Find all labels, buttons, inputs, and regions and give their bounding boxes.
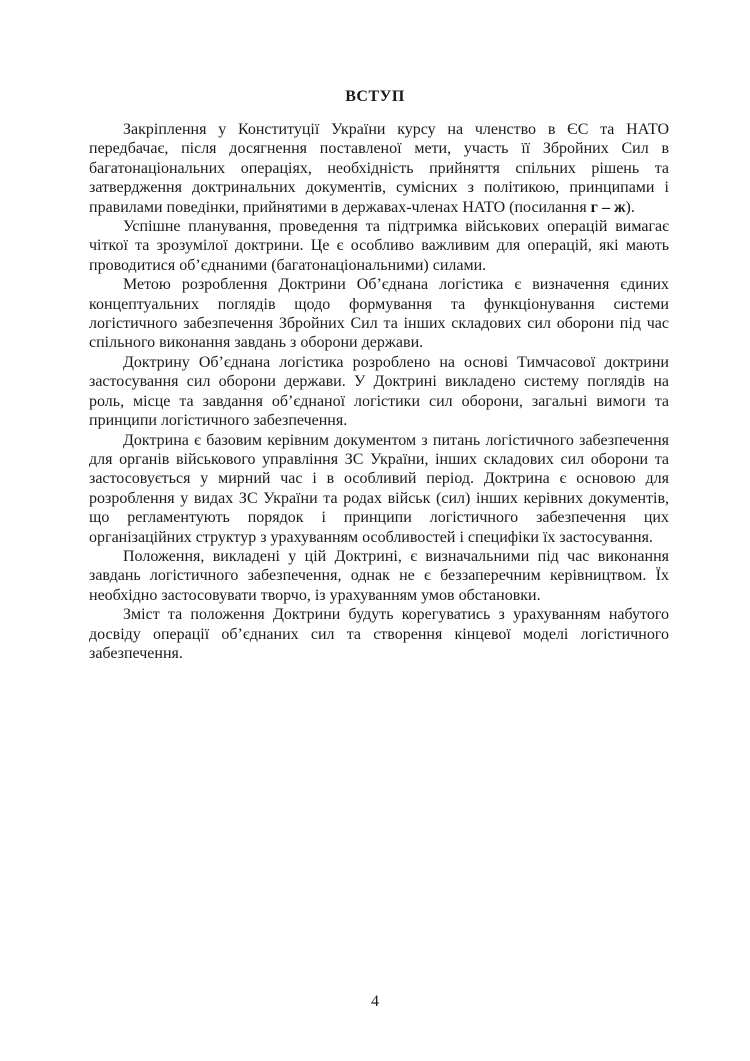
paragraph-1-end: ). xyxy=(625,198,635,216)
paragraph-2: Успішне планування, проведення та підтримка військових операцій вимагає чіткої та зрозумілої доктрини. Це є особливо важливим для операцій, які мають проводитися об’єднаними (багатонаціональними) силами. xyxy=(89,218,669,274)
paragraph-5: Доктрина є базовим керівним документом з питань логістичного забезпечення для органів військового управління ЗС України, інших складових сил оборони та застосовується у мирний час і в особливий період. Доктрина є основою для розроблення у видах ЗС України та родах військ (сил) інших керівних документів, що регламентують порядок і принципи логістичного забезпечення цих організаційних структур з урахуванням особливостей і специфіки їх застосування. xyxy=(89,431,669,546)
paragraph-6: Положення, викладені у цій Доктрині, є визначальними під час виконання завдань логістичного забезпечення, однак не є беззаперечним керівництвом. Їх необхідно застосовувати творчо, із урахуванням умов обстановки. xyxy=(89,547,669,604)
paragraph-1-text: Закріплення у Конституції України курсу на членство в ЄС та НАТО передбачає, після досягнення поставленої мети, участь її Збройних Сил в багатонаціональних операціях, необхідність прийняття спільних рішень та затвердження доктринальних документів, сумісних з політикою, принципами і правилами поведінки, прийнятими в державах-членах НАТО (посилання xyxy=(89,121,669,216)
paragraph-4: Доктрину Об’єднана логістика розроблено на основі Тимчасової доктрини застосування сил оборони держави. У Доктрині викладено систему поглядів на роль, місце та завдання об’єднаної логістики сил оборони, загальні вимоги та принципи логістичного забезпечення. xyxy=(89,353,669,430)
section-title: ВСТУП xyxy=(345,88,405,105)
body-text xyxy=(89,120,669,663)
page-number: 4 xyxy=(371,993,379,1010)
paragraph-1 xyxy=(89,120,669,217)
paragraph-7: Зміст та положення Доктрини будуть корегуватись з урахуванням набутого досвіду операції об’єднаних сил та створення кінцевої моделі логістичного забезпечення. xyxy=(89,606,669,662)
paragraph-1-reference: г – ж xyxy=(590,198,626,216)
paragraph-3: Метою розроблення Доктрини Об’єднана логістика є визначення єдиних концептуальних поглядів щодо формування та функціонування системи логістичного забезпечення Збройних Сил та інших складових сил оборони під час спільного виконання завдань з оборони держави. xyxy=(89,276,669,352)
